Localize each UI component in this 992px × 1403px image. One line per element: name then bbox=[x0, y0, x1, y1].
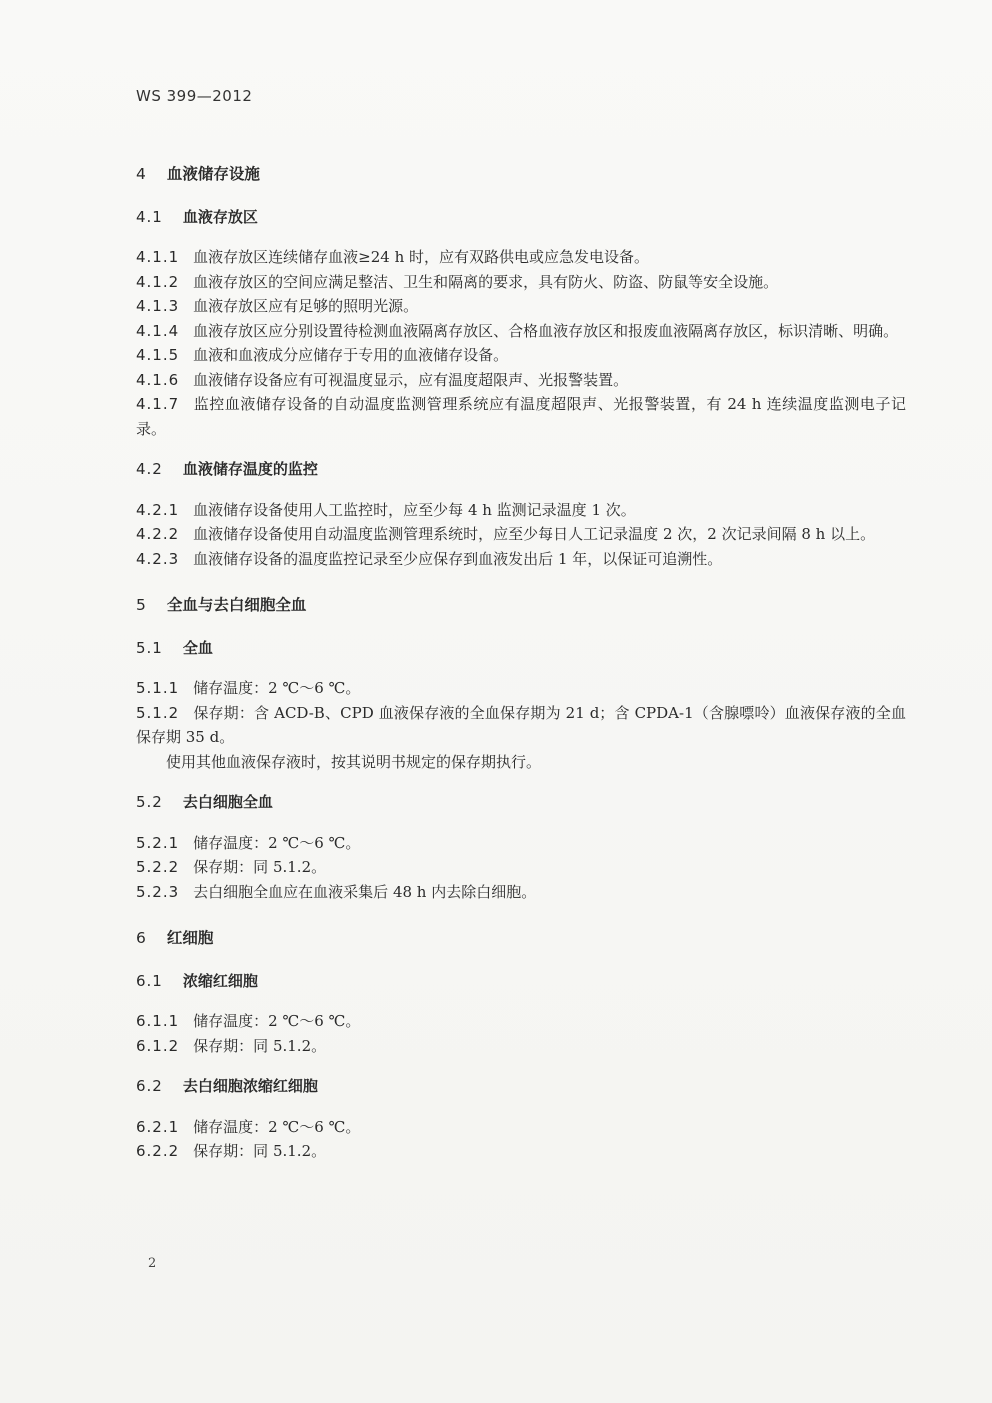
clause-number: 4.1 bbox=[136, 207, 163, 226]
clause-text: 血液储存设备应有可视温度显示，应有温度超限声、光报警装置。 bbox=[193, 370, 629, 389]
clause-number: 6.2.2 bbox=[136, 1142, 180, 1160]
clause-number: 6.1.2 bbox=[136, 1036, 180, 1055]
subsection-heading bbox=[136, 790, 906, 815]
clause-number: 4.1.7 bbox=[136, 395, 180, 413]
clause-number: 4.1.5 bbox=[136, 346, 180, 364]
clause-text: 血液储存温度的监控 bbox=[182, 460, 318, 478]
clause-number: 6 bbox=[136, 929, 147, 947]
clause-text: 保存期：含 ACD-B、CPD 血液保存液的全血保存期为 21 d；含 CPDA-1（含腺嘌呤）血液保存液的全血保存期 35 d。 bbox=[136, 703, 906, 746]
clause-paragraph bbox=[136, 1139, 906, 1164]
spacer bbox=[136, 441, 906, 449]
document-body bbox=[136, 148, 906, 1164]
clause-number: 4.2 bbox=[136, 460, 163, 478]
clause-text: 监控血液储存设备的自动温度监测管理系统应有温度超限声、光报警装置，有 24 h 连续温度监测电子记录。 bbox=[136, 395, 906, 438]
clause-number: 5.2.2 bbox=[136, 858, 180, 876]
clause-text: 血液存放区应有足够的照明光源。 bbox=[193, 297, 419, 315]
subsection-heading bbox=[136, 205, 906, 230]
clause-text: 血液储存设备的温度监控记录至少应保存到血液发出后 1 年，以保证可追溯性。 bbox=[193, 549, 723, 568]
spacer bbox=[136, 571, 906, 579]
clause-paragraph bbox=[136, 294, 906, 319]
spacer bbox=[136, 904, 906, 912]
clause-paragraph bbox=[136, 701, 906, 750]
section-heading bbox=[136, 926, 906, 951]
clause-paragraph bbox=[136, 270, 906, 295]
clause-number: 4.1.4 bbox=[136, 321, 180, 340]
subsection-heading bbox=[136, 636, 906, 661]
clause-number: 4.2.2 bbox=[136, 525, 180, 543]
clause-text: 全血与去白细胞全血 bbox=[166, 596, 307, 614]
spacer bbox=[136, 774, 906, 782]
clause-text: 血液存放区应分别设置待检测血液隔离存放区、合格血液存放区和报废血液隔离存放区，标识清晰、明确。 bbox=[193, 321, 899, 340]
clause-paragraph bbox=[136, 547, 906, 572]
spacer bbox=[136, 1058, 906, 1066]
clause-text: 浓缩红细胞 bbox=[182, 971, 258, 990]
clause-number: 6.2 bbox=[136, 1077, 163, 1095]
clause-number: 5.1 bbox=[136, 638, 163, 657]
clause-number: 6.1 bbox=[136, 971, 163, 990]
clause-number: 4.2.1 bbox=[136, 500, 180, 519]
clause-text: 血液存放区 bbox=[182, 207, 258, 226]
clause-text: 红细胞 bbox=[166, 929, 214, 947]
clause-paragraph bbox=[136, 522, 906, 547]
clause-number: 4.1.3 bbox=[136, 297, 180, 315]
clause-paragraph bbox=[136, 1009, 906, 1034]
clause-text: 血液和血液成分应储存于专用的血液储存设备。 bbox=[193, 346, 509, 364]
clause-text: 保存期：同 5.1.2。 bbox=[193, 1036, 327, 1055]
clause-number: 6.1.1 bbox=[136, 1012, 180, 1030]
clause-text: 去白细胞全血应在血液采集后 48 h 内去除白细胞。 bbox=[193, 882, 537, 901]
clause-text: 保存期：同 5.1.2。 bbox=[193, 1142, 327, 1160]
clause-number: 4.1.2 bbox=[136, 272, 180, 291]
subsection-heading bbox=[136, 1074, 906, 1099]
clause-number: 4.1.1 bbox=[136, 248, 180, 266]
section-heading bbox=[136, 593, 906, 618]
clause-text: 储存温度：2 ℃～6 ℃。 bbox=[193, 679, 361, 697]
clause-text: 血液储存设备使用人工监控时，应至少每 4 h 监测记录温度 1 次。 bbox=[193, 500, 636, 519]
clause-text: 全血 bbox=[182, 638, 213, 657]
clause-paragraph bbox=[136, 343, 906, 368]
clause-number: 5.2 bbox=[136, 793, 163, 811]
clause-text: 保存期：同 5.1.2。 bbox=[193, 858, 327, 876]
clause-paragraph bbox=[136, 831, 906, 856]
clause-paragraph bbox=[136, 676, 906, 701]
clause-paragraph bbox=[136, 1115, 906, 1140]
clause-paragraph bbox=[136, 498, 906, 523]
clause-number: 4.1.6 bbox=[136, 370, 180, 389]
clause-number: 4.2.3 bbox=[136, 549, 180, 568]
clause-number: 5 bbox=[136, 596, 147, 614]
clause-paragraph bbox=[136, 245, 906, 270]
clause-paragraph bbox=[136, 319, 906, 344]
clause-text: 储存温度：2 ℃～6 ℃。 bbox=[193, 1012, 361, 1030]
clause-paragraph bbox=[136, 1034, 906, 1059]
page-number: 2 bbox=[148, 1256, 157, 1271]
section-heading bbox=[136, 162, 906, 187]
clause-text: 使用其他血液保存液时，按其说明书规定的保存期执行。 bbox=[166, 752, 542, 771]
clause-text: 血液存放区连续储存血液≥24 h 时，应有双路供电或应急发电设备。 bbox=[193, 248, 650, 266]
clause-continuation bbox=[136, 750, 906, 775]
clause-number: 5.2.3 bbox=[136, 882, 180, 901]
clause-paragraph bbox=[136, 855, 906, 880]
clause-number: 5.1.2 bbox=[136, 703, 180, 722]
subsection-heading bbox=[136, 969, 906, 994]
subsection-heading bbox=[136, 457, 906, 482]
clause-number: 4 bbox=[136, 165, 147, 183]
document-id-header: WS 399—2012 bbox=[136, 87, 253, 105]
clause-paragraph bbox=[136, 880, 906, 905]
clause-text: 血液储存设备使用自动温度监测管理系统时，应至少每日人工记录温度 2 次，2 次记录间隔 8 h 以上。 bbox=[193, 525, 876, 543]
clause-text: 血液储存设施 bbox=[166, 165, 260, 183]
clause-text: 去白细胞浓缩红细胞 bbox=[182, 1077, 318, 1095]
clause-text: 储存温度：2 ℃～6 ℃。 bbox=[193, 1117, 361, 1136]
clause-paragraph bbox=[136, 392, 906, 441]
clause-paragraph bbox=[136, 368, 906, 393]
clause-text: 血液存放区的空间应满足整洁、卫生和隔离的要求，具有防火、防盗、防鼠等安全设施。 bbox=[193, 272, 779, 291]
clause-number: 5.2.1 bbox=[136, 833, 180, 852]
clause-number: 5.1.1 bbox=[136, 679, 180, 697]
clause-text: 去白细胞全血 bbox=[182, 793, 273, 811]
clause-number: 6.2.1 bbox=[136, 1117, 180, 1136]
clause-text: 储存温度：2 ℃～6 ℃。 bbox=[193, 833, 361, 852]
